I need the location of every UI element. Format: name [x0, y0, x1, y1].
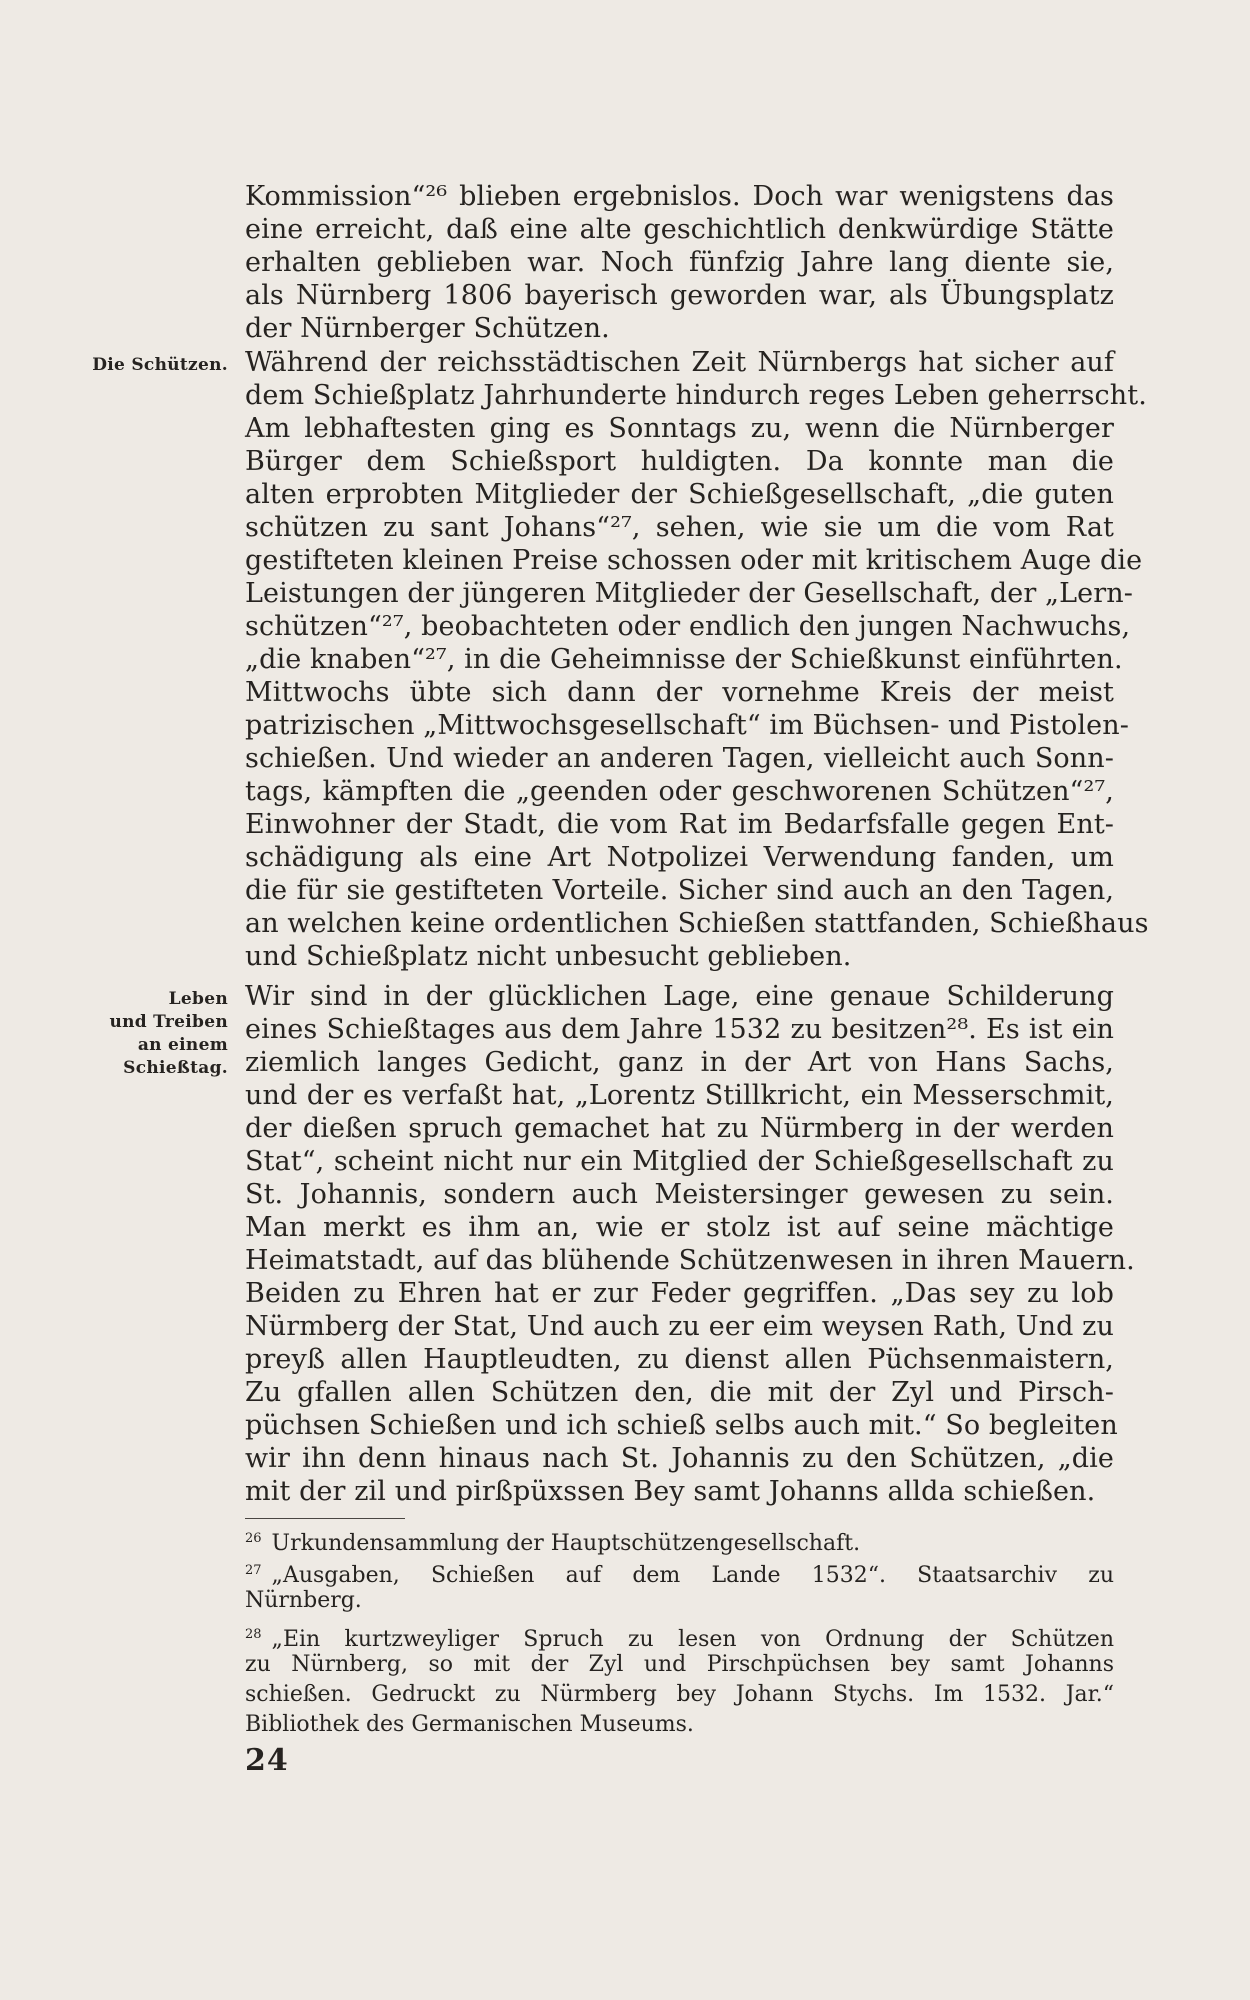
footnote-28-continued	[245, 1710, 1114, 1740]
text-line: Zu gfallen allen Schützen den, die mit der Zyl und Pirsch-	[245, 1377, 1114, 1408]
text-line: püchsen Schießen und ich schieß selbs auch mit.“ So begleiten	[245, 1410, 1118, 1441]
text-line: patrizischen „Mittwochsgesellschaft“ im Büchsen- und Pistolen-	[245, 710, 1129, 741]
text-line: schädigung als eine Art Notpolizei Verwendung fanden, um	[245, 842, 1114, 873]
footnote-28-continued	[245, 1680, 1114, 1710]
margin-note-leben-und-treiben	[109, 988, 228, 1080]
text-line: Während der reichsstädtischen Zeit Nürnbergs hat sicher auf	[245, 347, 1114, 378]
footnote-mark: 28	[245, 1627, 262, 1642]
text-line: der dießen spruch gemachet hat zu Nürmberg in der werden	[245, 1113, 1114, 1144]
text-line: Man merkt es ihm an, wie er stolz ist auf seine mächtige	[245, 1212, 1114, 1243]
text-line: „die knaben“²⁷, in die Geheimnisse der Schießkunst einführten.	[245, 644, 1123, 675]
footnote-text: Nürnberg.	[245, 1588, 362, 1613]
margin-note-line: Die Schützen.	[92, 355, 228, 375]
text-line: gestifteten kleinen Preise schossen oder mit kritischem Auge die	[245, 545, 1143, 576]
text-line: alten erprobten Mitglieder der Schießgesellschaft, „die guten	[245, 479, 1114, 510]
text-line: Einwohner der Stadt, die vom Rat im Bedarfsfalle gegen Ent-	[245, 809, 1114, 840]
text-line: schießen. Und wieder an anderen Tagen, vielleicht auch Sonn-	[245, 743, 1114, 774]
footnote-text: „Ein kurtzweyliger Spruch zu lesen von Ordnung der Schützen	[271, 1627, 1114, 1652]
footnote-28-continued	[245, 1650, 1114, 1680]
margin-note-line: und Treiben	[109, 1012, 228, 1032]
text-line: als Nürnberg 1806 bayerisch geworden war, als Übungsplatz	[245, 280, 1114, 311]
footnote-text: Urkundensammlung der Hauptschützengesellschaft.	[271, 1531, 861, 1556]
text-line: an welchen keine ordentlichen Schießen stattfanden, Schießhaus	[245, 908, 1149, 939]
footnote-text: Bibliothek des Germanischen Museums.	[245, 1712, 694, 1737]
text-line: preyß allen Hauptleudten, zu dienst allen Püchsenmaistern,	[245, 1344, 1114, 1375]
text-line: schützen“²⁷, beobachteten oder endlich den jungen Nachwuchs,	[245, 611, 1131, 642]
footnote-27-continued	[245, 1586, 1114, 1616]
text-line: Beiden zu Ehren hat er zur Feder gegriffen. „Das sey zu lob	[245, 1278, 1114, 1309]
page-number: 24	[245, 1743, 289, 1778]
text-line: Mittwochs übte sich dann der vornehme Kreis der meist	[245, 677, 1114, 708]
margin-note-die-schuetzen	[92, 354, 228, 377]
text-line: ziemlich langes Gedicht, ganz in der Art von Hans Sachs,	[245, 1047, 1114, 1078]
text-line: dem Schießplatz Jahrhunderte hindurch reges Leben geherrscht.	[245, 380, 1147, 411]
footnote-28	[245, 1620, 1114, 1650]
text-line: Kommission“²⁶ blieben ergebnislos. Doch war wenigstens das	[245, 181, 1114, 212]
text-line: der Nürnberger Schützen.	[245, 313, 610, 344]
text-line: tags, kämpften die „geenden oder geschworenen Schützen“²⁷,	[245, 776, 1114, 807]
footnote-divider	[245, 1518, 405, 1519]
footnote-text: „Ausgaben, Schießen auf dem Lande 1532“. Staatsarchiv zu	[271, 1563, 1114, 1588]
text-line: Heimatstadt, auf das blühende Schützenwesen in ihren Mauern.	[245, 1245, 1135, 1276]
footnote-26	[245, 1524, 1114, 1554]
text-line: und Schießplatz nicht unbesucht geblieben.	[245, 941, 852, 972]
text-line: Bürger dem Schießsport huldigten. Da konnte man die	[245, 446, 1114, 477]
footnote-mark: 26	[245, 1531, 262, 1546]
text-line: Am lebhaftesten ging es Sonntags zu, wenn die Nürnberger	[245, 413, 1114, 444]
footnote-text: zu Nürnberg, so mit der Zyl und Pirschpüchsen bey samt Johanns	[245, 1652, 1114, 1677]
text-line: eine erreicht, daß eine alte geschichtlich denkwürdige Stätte	[245, 214, 1114, 245]
text-line: Leistungen der jüngeren Mitglieder der Gesellschaft, der „Lern-	[245, 578, 1133, 609]
footnote-mark: 27	[245, 1563, 262, 1578]
text-line: wir ihn denn hinaus nach St. Johannis zu den Schützen, „die	[245, 1443, 1114, 1474]
margin-note-line: Leben	[168, 989, 228, 1009]
text-line: und der es verfaßt hat, „Lorentz Stillkricht, ein Messerschmit,	[245, 1080, 1114, 1111]
text-line: eines Schießtages aus dem Jahre 1532 zu besitzen²⁸. Es ist ein	[245, 1014, 1114, 1045]
text-line: St. Johannis, sondern auch Meistersinger gewesen zu sein.	[245, 1179, 1114, 1210]
margin-note-line: an einem	[137, 1035, 228, 1055]
text-line: erhalten geblieben war. Noch fünfzig Jahre lang diente sie,	[245, 247, 1114, 278]
text-line: Nürmberg der Stat, Und auch zu eer eim weysen Rath, Und zu	[245, 1311, 1114, 1342]
margin-note-line: Schießtag.	[123, 1058, 228, 1078]
text-line: mit der zil und pirßpüxssen Bey samt Johanns allda schießen.	[245, 1476, 1096, 1507]
text-line: schützen zu sant Johans“²⁷, sehen, wie sie um die vom Rat	[245, 512, 1114, 543]
text-line: die für sie gestifteten Vorteile. Sicher sind auch an den Tagen,	[245, 875, 1114, 906]
footnote-text: schießen. Gedruckt zu Nürmberg bey Johann Stychs. Im 1532. Jar.“	[245, 1682, 1114, 1707]
footnote-27	[245, 1556, 1114, 1586]
text-line: Wir sind in der glücklichen Lage, eine genaue Schilderung	[245, 981, 1114, 1012]
text-line: Stat“, scheint nicht nur ein Mitglied der Schießgesellschaft zu	[245, 1146, 1114, 1177]
